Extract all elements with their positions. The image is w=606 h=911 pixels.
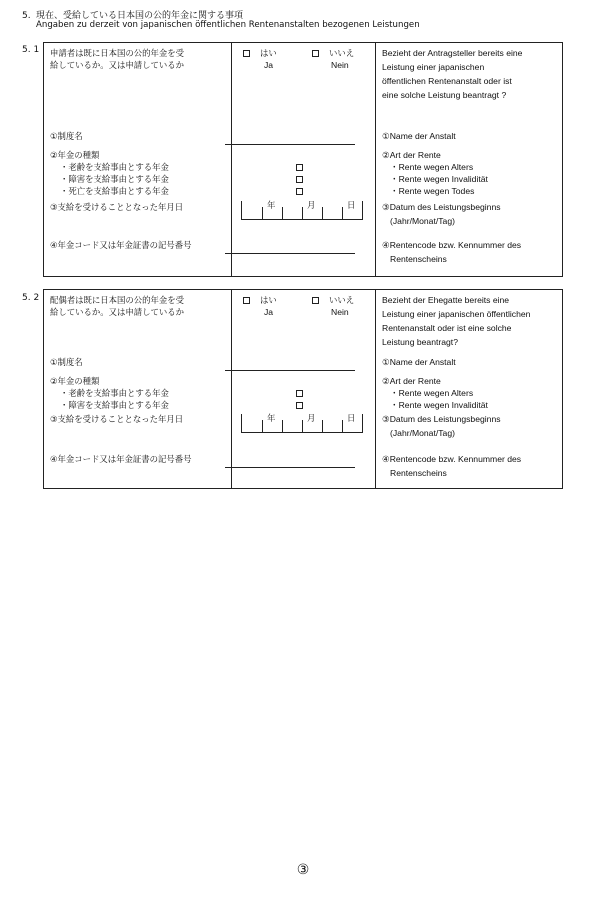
pension-type-invalidity-checkbox[interactable] <box>296 402 303 409</box>
date-unit-month: 月 <box>307 413 316 423</box>
question-de-line1: Bezieht der Ehegatte bereits eine <box>382 295 510 305</box>
pension-type-old-age-de: ・Rente wegen Alters <box>390 388 474 398</box>
pension-type-death-checkbox[interactable] <box>296 188 303 195</box>
pension-type-label-ja: ②年金の種類 <box>50 150 100 160</box>
start-date-label-de-line2: (Jahr/Monat/Tag) <box>390 428 455 438</box>
start-date-field[interactable] <box>241 414 363 433</box>
no-checkbox[interactable] <box>312 297 319 304</box>
pension-type-invalidity-de: ・Rente wegen Invalidität <box>390 400 488 410</box>
page-number: ③ <box>296 862 310 878</box>
pension-type-label-de: ②Art der Rente <box>382 376 441 386</box>
institution-name-label-de: ①Name der Anstalt <box>382 131 456 141</box>
question-ja-line2: 給しているか。又は申請しているか <box>50 307 184 317</box>
pension-type-invalidity-de: ・Rente wegen Invalidität <box>390 174 488 184</box>
yes-checkbox[interactable] <box>243 297 250 304</box>
start-date-label-de-line1: ③Datum des Leistungsbeginns <box>382 414 501 424</box>
pension-code-field[interactable] <box>225 253 355 254</box>
question-de-line1: Bezieht der Antragsteller bereits eine <box>382 48 523 58</box>
yes-label-ja: はい <box>260 295 277 305</box>
section-title-ja-text: 現在、受給している日本国の公的年金に関する事項 <box>36 11 244 21</box>
start-date-label-ja: ③支給を受けることとなった年月日 <box>50 202 184 212</box>
question-ja-line2: 給しているか。又は申請しているか <box>50 60 184 70</box>
no-label-de: Nein <box>331 60 349 70</box>
pension-code-label-de-line2: Rentenscheins <box>390 254 447 264</box>
pension-type-old-age-de: ・Rente wegen Alters <box>390 162 474 172</box>
pension-type-death-ja: ・死亡を支給事由とする年金 <box>60 186 169 196</box>
start-date-label-de-line1: ③Datum des Leistungsbeginns <box>382 202 501 212</box>
no-label-ja: いいえ <box>329 48 355 58</box>
pension-code-label-de-line1: ④Rentencode bzw. Kennummer des <box>382 454 522 464</box>
yes-label-de: Ja <box>264 60 274 70</box>
form-section-5-2 <box>43 289 563 489</box>
pension-type-old-age-ja: ・老齢を支給事由とする年金 <box>60 162 169 172</box>
pension-code-label-ja: ④年金コード又は年金証書の記号番号 <box>50 454 192 464</box>
pension-type-old-age-checkbox[interactable] <box>296 164 303 171</box>
institution-name-field[interactable] <box>225 370 355 371</box>
question-de-line4: eine solche Leistung beantragt ? <box>382 90 507 100</box>
pension-type-label-de: ②Art der Rente <box>382 150 441 160</box>
date-unit-year: 年 <box>267 200 276 210</box>
institution-name-field[interactable] <box>225 144 355 145</box>
section-number: 5. <box>22 11 31 21</box>
institution-name-label-de: ①Name der Anstalt <box>382 357 456 367</box>
institution-name-label-ja: ①制度名 <box>50 357 83 367</box>
date-unit-day: 日 <box>347 413 356 423</box>
date-unit-year: 年 <box>267 413 276 423</box>
pension-type-invalidity-ja: ・障害を支給事由とする年金 <box>60 400 169 410</box>
pension-type-old-age-ja: ・老齢を支給事由とする年金 <box>60 388 169 398</box>
start-date-label-de-line2: (Jahr/Monat/Tag) <box>390 216 455 226</box>
yes-label-de: Ja <box>264 307 274 317</box>
question-de-line3: öffentlichen Rentenanstalt oder ist <box>382 76 512 86</box>
pension-type-invalidity-checkbox[interactable] <box>296 176 303 183</box>
pension-code-field[interactable] <box>225 467 355 468</box>
section-title-de: Angaben zu derzeit von japanischen öffentlichen Rentenanstalten bezogenen Leistungen <box>36 20 420 30</box>
pension-type-old-age-checkbox[interactable] <box>296 390 303 397</box>
question-de-line2: Leistung einer japanischen öffentlichen <box>382 309 531 319</box>
pension-type-death-de: ・Rente wegen Todes <box>390 186 475 196</box>
yes-label-ja: はい <box>260 48 277 58</box>
no-checkbox[interactable] <box>312 50 319 57</box>
pension-code-label-de-line2: Rentenscheins <box>390 468 447 478</box>
pension-type-label-ja: ②年金の種類 <box>50 376 100 386</box>
pension-type-invalidity-ja: ・障害を支給事由とする年金 <box>60 174 169 184</box>
subsection-number-5-2: 5. 2 <box>22 293 40 303</box>
yes-checkbox[interactable] <box>243 50 250 57</box>
institution-name-label-ja: ①制度名 <box>50 131 83 141</box>
date-unit-day: 日 <box>347 200 356 210</box>
no-label-ja: いいえ <box>329 295 355 305</box>
question-de-line3: Rentenanstalt oder ist eine solche <box>382 323 512 333</box>
pension-code-label-de-line1: ④Rentencode bzw. Kennummer des <box>382 240 522 250</box>
question-ja-line1: 配偶者は既に日本国の公的年金を受 <box>50 295 184 305</box>
no-label-de: Nein <box>331 307 349 317</box>
subsection-number-5-1: 5. 1 <box>22 45 40 55</box>
form-section-5-1 <box>43 42 563 277</box>
question-de-line4: Leistung beantragt? <box>382 337 458 347</box>
start-date-field[interactable] <box>241 201 363 220</box>
date-unit-month: 月 <box>307 200 316 210</box>
pension-code-label-ja: ④年金コード又は年金証書の記号番号 <box>50 240 192 250</box>
question-ja-line1: 申請者は既に日本国の公的年金を受 <box>50 48 184 58</box>
start-date-label-ja: ③支給を受けることとなった年月日 <box>50 414 184 424</box>
question-de-line2: Leistung einer japanischen <box>382 62 485 72</box>
